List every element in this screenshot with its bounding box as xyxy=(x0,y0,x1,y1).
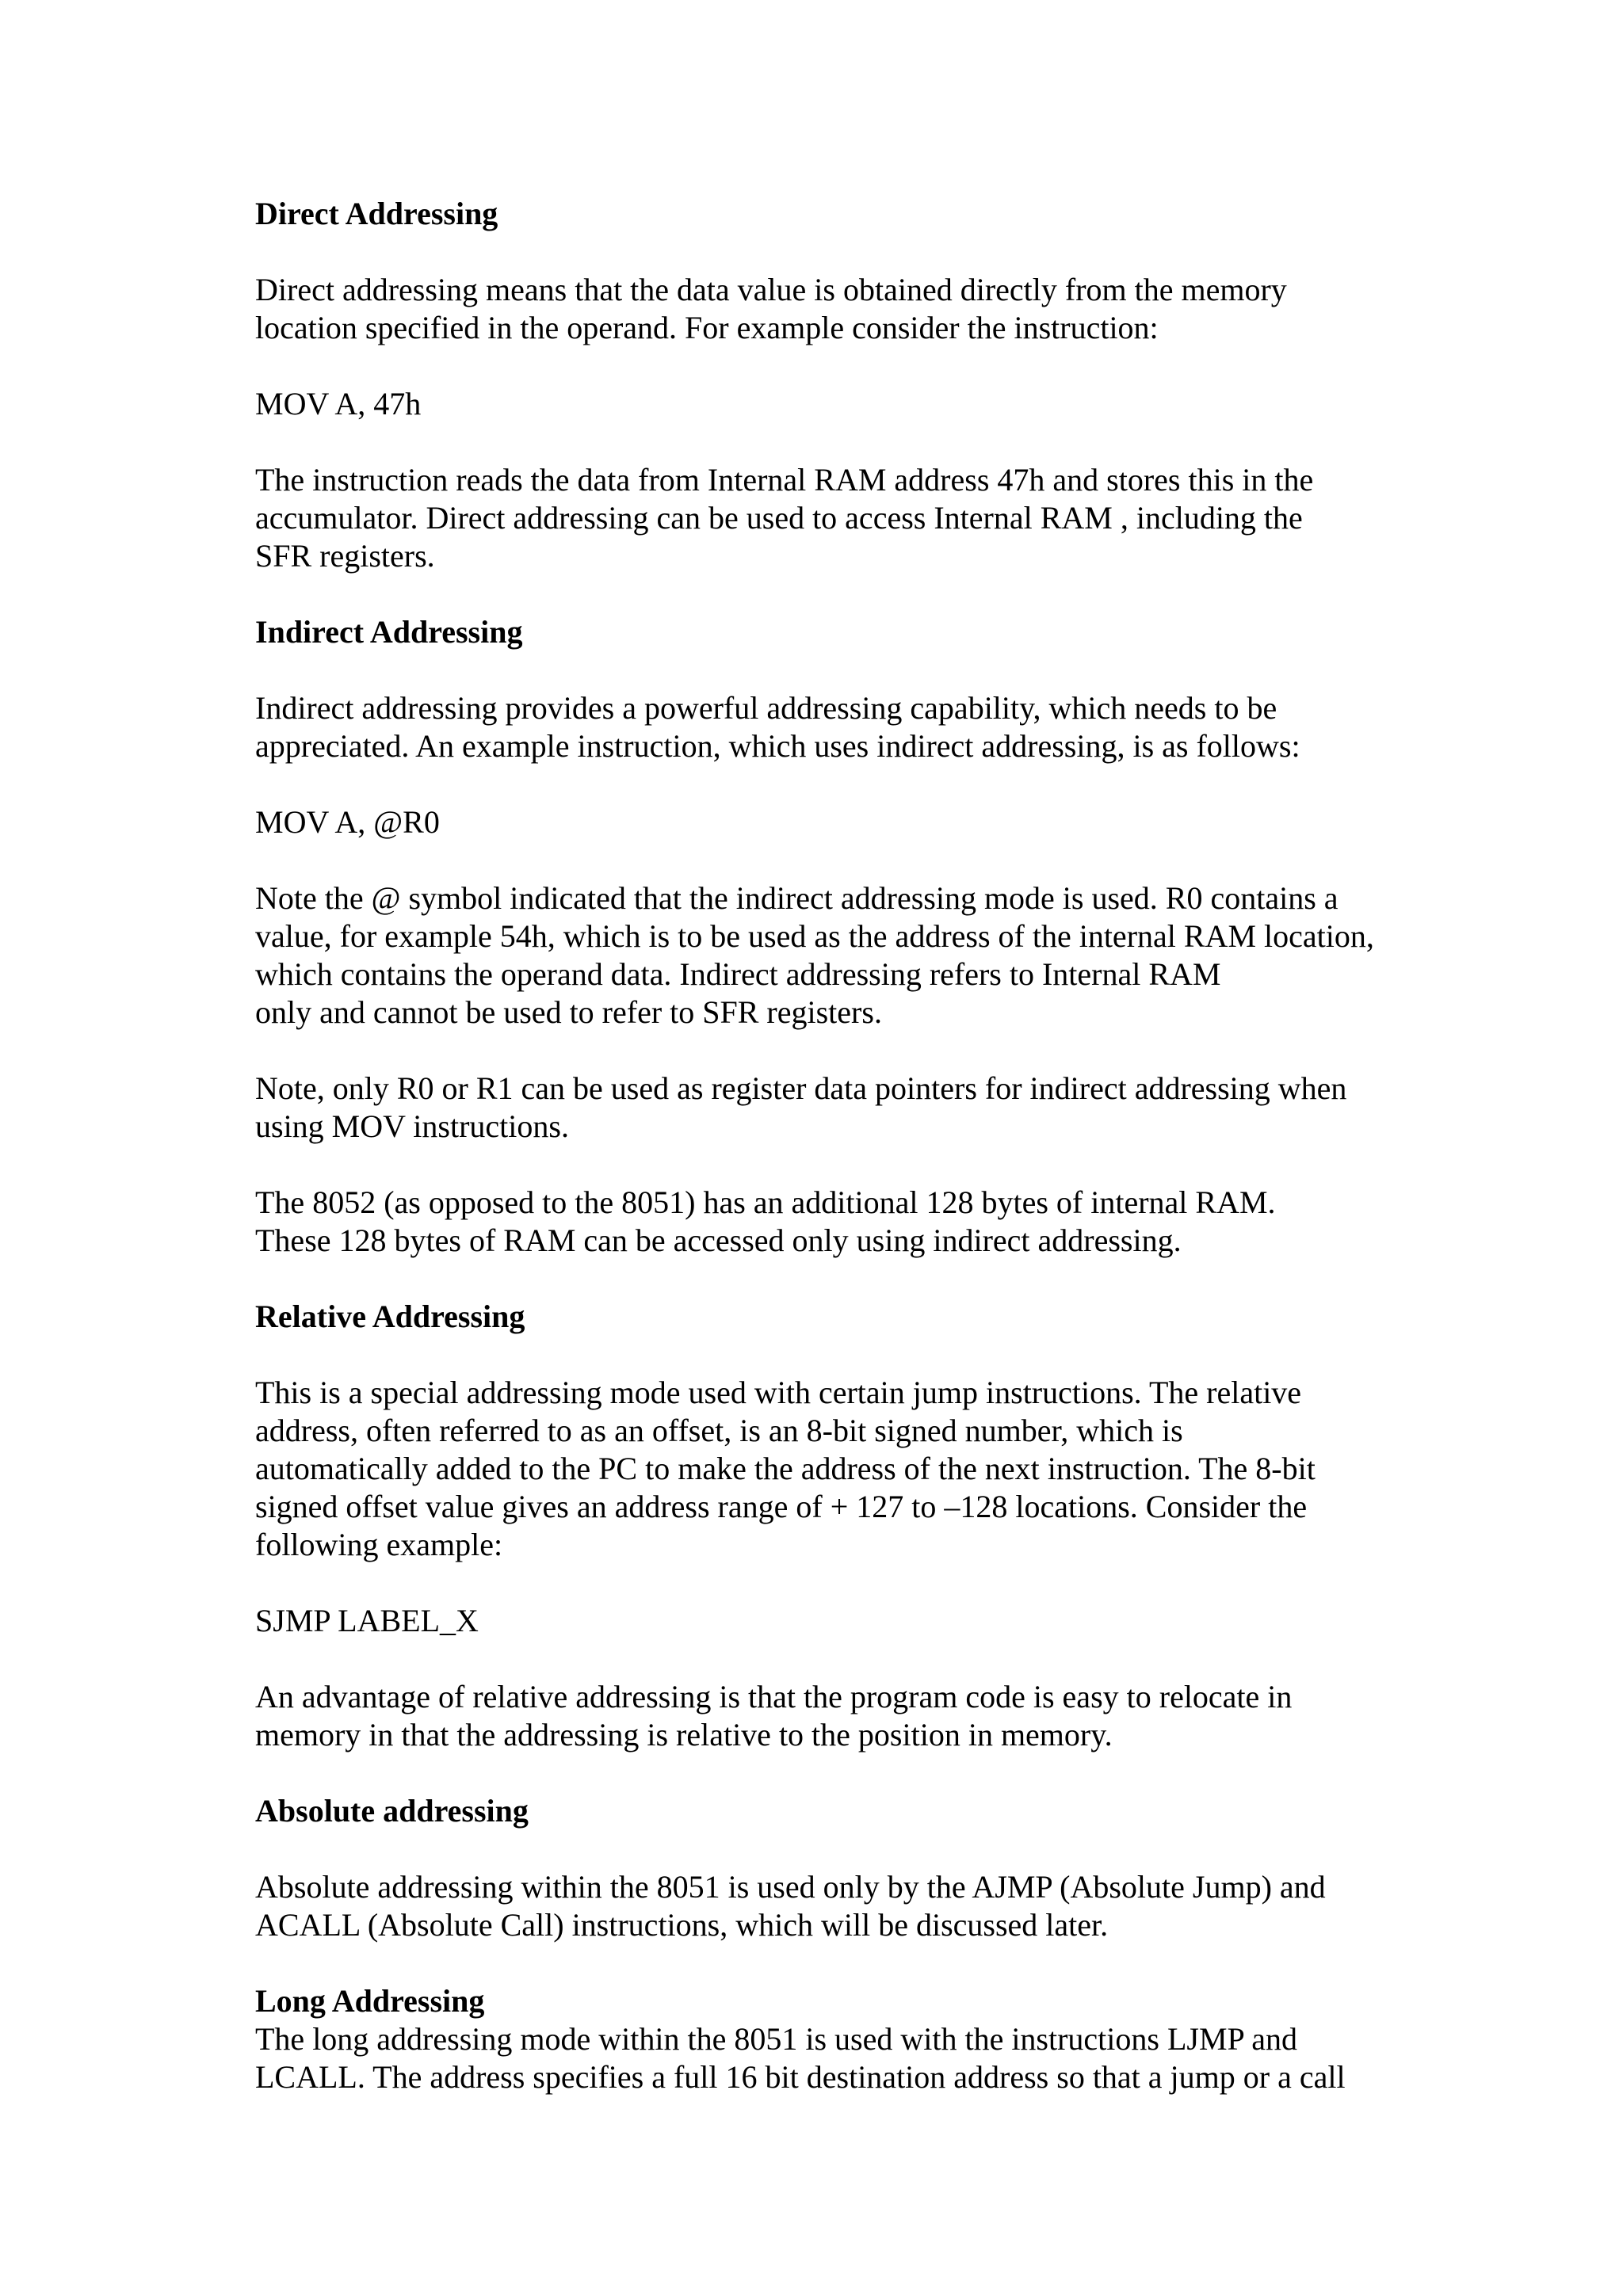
spacer xyxy=(255,1640,1460,1678)
paragraph-direct-intro xyxy=(255,271,1460,347)
text-line: value, for example 54h, which is to be used as the address of the internal RAM location, xyxy=(255,918,1374,954)
text-line: address, often referred to as an offset, is an 8-bit signed number, which is xyxy=(255,1413,1183,1448)
text-line: automatically added to the PC to make the address of the next instruction. The 8-bit xyxy=(255,1451,1316,1486)
paragraph-relative-advantage xyxy=(255,1678,1460,1754)
text-line: location specified in the operand. For example consider the instruction: xyxy=(255,310,1159,345)
text-line: ACALL (Absolute Call) instructions, which will be discussed later. xyxy=(255,1907,1109,1943)
spacer xyxy=(255,1754,1460,1792)
spacer xyxy=(255,575,1460,613)
text-line: Direct addressing means that the data value is obtained directly from the memory xyxy=(255,272,1287,307)
text-line: The 8052 (as opposed to the 8051) has an additional 128 bytes of internal RAM. xyxy=(255,1184,1276,1220)
paragraph-direct-explanation xyxy=(255,461,1460,575)
paragraph-relative-intro xyxy=(255,1374,1460,1564)
text-line: signed offset value gives an address range of + 127 to –128 locations. Consider the xyxy=(255,1489,1308,1524)
text-line: This is a special addressing mode used with certain jump instructions. The relative xyxy=(255,1375,1302,1410)
text-line: LCALL. The address specifies a full 16 bit destination address so that a jump or a call xyxy=(255,2059,1346,2095)
paragraph-indirect-8052 xyxy=(255,1184,1460,1260)
spacer xyxy=(255,233,1460,271)
text-line: appreciated. An example instruction, which uses indirect addressing, is as follows: xyxy=(255,728,1300,764)
heading-direct-addressing: Direct Addressing xyxy=(255,196,498,231)
text-line: memory in that the addressing is relative to the position in memory. xyxy=(255,1717,1113,1753)
paragraph-indirect-registers xyxy=(255,1070,1460,1146)
paragraph-absolute xyxy=(255,1868,1460,1944)
heading-relative-addressing: Relative Addressing xyxy=(255,1299,525,1334)
text-line: The long addressing mode within the 8051 is used with the instructions LJMP and xyxy=(255,2021,1298,2057)
paragraph-indirect-intro xyxy=(255,689,1460,765)
paragraph-indirect-note xyxy=(255,879,1460,1032)
text-line: following example: xyxy=(255,1527,503,1562)
text-line: Note the @ symbol indicated that the indirect addressing mode is used. R0 contains a xyxy=(255,880,1338,916)
text-line: Note, only R0 or R1 can be used as register data pointers for indirect addressing when xyxy=(255,1070,1347,1106)
heading-long-addressing: Long Addressing xyxy=(255,1983,485,2019)
spacer xyxy=(255,765,1460,803)
spacer xyxy=(255,841,1460,879)
spacer xyxy=(255,1146,1460,1184)
spacer xyxy=(255,1830,1460,1868)
heading-indirect-addressing: Indirect Addressing xyxy=(255,614,523,650)
spacer xyxy=(255,347,1460,385)
spacer xyxy=(255,423,1460,461)
code-example-indirect: MOV A, @R0 xyxy=(255,804,440,840)
page-content xyxy=(255,195,1460,2096)
spacer xyxy=(255,1944,1460,1982)
spacer xyxy=(255,1336,1460,1374)
text-line: which contains the operand data. Indirect addressing refers to Internal RAM xyxy=(255,956,1221,992)
spacer xyxy=(255,651,1460,689)
spacer xyxy=(255,1260,1460,1298)
text-line: only and cannot be used to refer to SFR registers. xyxy=(255,994,882,1030)
paragraph-long xyxy=(255,2020,1460,2096)
text-line: accumulator. Direct addressing can be used to access Internal RAM , including the xyxy=(255,500,1303,536)
text-line: Indirect addressing provides a powerful addressing capability, which needs to be xyxy=(255,690,1277,726)
text-line: Absolute addressing within the 8051 is used only by the AJMP (Absolute Jump) and xyxy=(255,1869,1326,1905)
code-example-direct: MOV A, 47h xyxy=(255,386,422,421)
spacer xyxy=(255,1032,1460,1070)
spacer xyxy=(255,1564,1460,1602)
text-line: The instruction reads the data from Internal RAM address 47h and stores this in the xyxy=(255,462,1314,498)
text-line: An advantage of relative addressing is that the program code is easy to relocate in xyxy=(255,1679,1293,1714)
text-line: using MOV instructions. xyxy=(255,1108,569,1144)
code-example-relative: SJMP LABEL_X xyxy=(255,1603,479,1638)
text-line: These 128 bytes of RAM can be accessed only using indirect addressing. xyxy=(255,1222,1182,1258)
heading-absolute-addressing: Absolute addressing xyxy=(255,1793,529,1829)
text-line: SFR registers. xyxy=(255,538,435,574)
